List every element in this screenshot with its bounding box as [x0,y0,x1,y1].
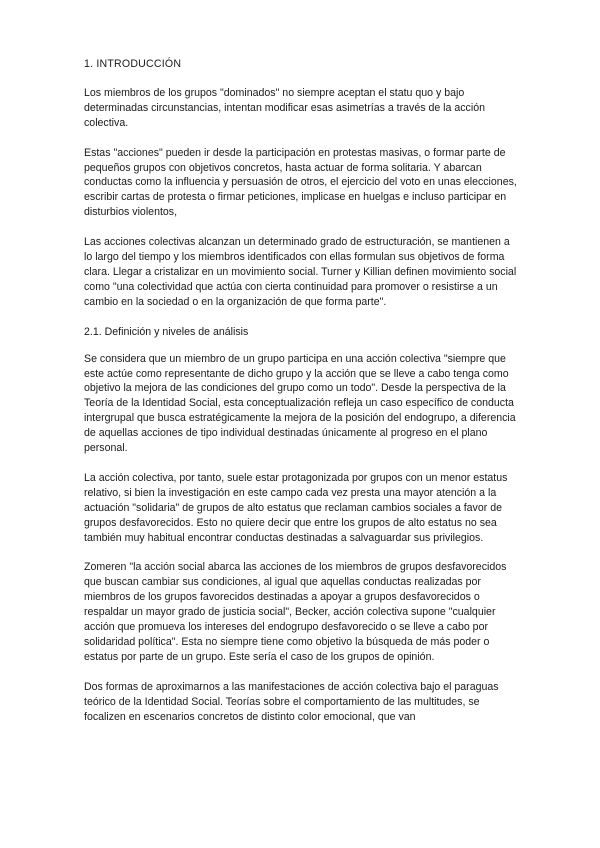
paragraph-intro-2: Estas "acciones" pueden ir desde la participación en protestas masivas, o formar parte de pequeños grupos con objetivos concretos, hasta actuar de forma solitaria. Y abarcan conductas como la influencia y persuasión de otros, el ejercicio del voto en unas elecciones, escribir cartas de protesta o firmar peticiones, implicase en huelgas e incluso participar en disturbios violentos, [84,146,517,219]
document-body [84,57,520,740]
paragraph-intro-1: Los miembros de los grupos "dominados" no siempre aceptan el statu quo y bajo determinadas circunstancias, intentan modificar esas asimetrías a través de la acción colectiva. [84,86,485,129]
paragraph-intro-3: Las acciones colectivas alcanzan un determinado grado de estructuración, se mantienen a lo largo del tiempo y los miembros identificados con ellas formulan sus objetivos de forma clara. Llegar a cristalizar en un movimiento social. Turner y Killian definen movimiento social como "una colectividad que actúa con cierta continuidad para promover o resistirse a un cambio en la sociedad o en la organización de que forma parte". [84,236,517,308]
paragraph-definicion-2: La acción colectiva, por tanto, suele estar protagonizada por grupos con un menor estatus relativo, si bien la investigación en este campo cada vez presta una mayor atención a la actuación "solidaria" de grupos de alto estatus que reclaman cambios sociales a favor de grupos desfavorecidos. Esto no quiere decir que entre los grupos de alto estatus no sea también muy habitual encontrar conductas destinadas a salvaguardar sus privilegios. [84,471,508,544]
paragraph-definicion-1: Se considera que un miembro de un grupo participa en una acción colectiva "siempre que este actúe como representante de dicho grupo y la acción que se lleve a cabo tenga como objetivo la mejora de las condiciones del grupo como un todo". Desde la perspectiva de la Teoría de la Identidad Social, esta conceptualización refleja un caso específico de conducta intergrupal que busca estratégicamente la mejora de la posición del endogrupo, a diferencia de aquellas acciones de tipo individual destinadas únicamente al progreso en el plano personal. [84,352,516,455]
section-heading-introduccion: 1. INTRODUCCIÓN [84,58,182,70]
section-heading-definicion: 2.1. Definición y niveles de análisis [84,325,249,338]
paragraph-definicion-3: Zomeren "la acción social abarca las acciones de los miembros de grupos desfavorecidos que buscan cambiar sus condiciones, al igual que aquellas conductas realizadas por miembros de los grupos favorecidos destinadas a apoyar a grupos desfavorecidos o respaldar un mayor grado de justicia social", Becker, acción colectiva supone "cualquier acción que promueva los intereses del endogrupo desfavorecido o se lleve a cabo por solidaridad política". Esta no siempre tiene como objetivo la búsqueda de más poder o estatus por parte de un grupo. Este sería el caso de los grupos de opinión. [84,561,507,663]
paragraph-definicion-4: Dos formas de aproximarnos a las manifestaciones de acción colectiva bajo el paraguas teórico de la Identidad Social. Teorías sobre el comportamiento de las multitudes, se focalizen en escenarios concretos de distinto color emocional, que van [84,680,499,723]
